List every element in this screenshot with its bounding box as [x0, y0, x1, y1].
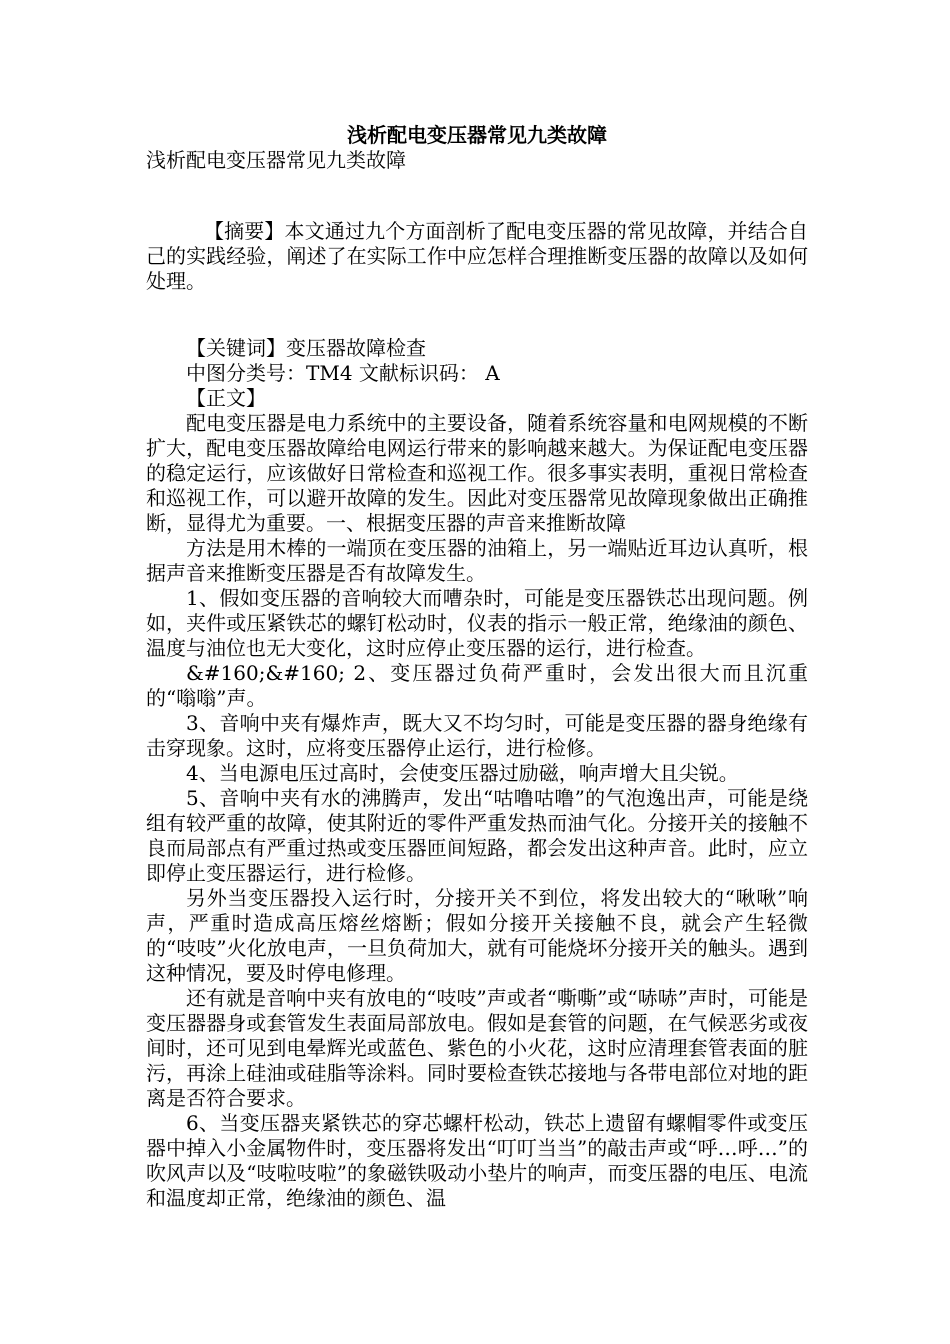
document-subtitle: 浅析配电变压器常见九类故障 [146, 148, 406, 172]
body-paragraph: 5、音响中夹有水的沸腾声，发出“咕噜咕噜”的气泡逸出声，可能是绕组有较严重的故障，使其附近的零件严重发热而油气化。分接开关的接触不良而局部点有严重过热或变压器匝间短路，都会发出这种声音。此时，应立即停止变压器运行，进行检修。 [146, 786, 808, 885]
body-paragraph: 4、当电源电压过高时，会使变压器过励磁，响声增大且尖锐。 [186, 761, 739, 785]
document-content [146, 122, 808, 1211]
body-paragraph: 1、假如变压器的音响较大而嘈杂时，可能是变压器铁芯出现问题。例如，夹件或压紧铁芯的螺钉松动时，仪表的指示一般正常，绝缘油的颜色、温度与油位也无大变化，这时应停止变压器的运行，进行检查。 [146, 586, 808, 660]
keywords-line: 【关键词】变压器故障检查 [186, 336, 426, 360]
body-paragraph: 6、当变压器夹紧铁芯的穿芯螺杆松动，铁芯上遗留有螺帽零件或变压器中掉入小金属物件时，变压器将发出“叮叮当当”的敲击声或“呼…呼…”的吹风声以及“吱啦吱啦”的象磁铁吸动小垫片的响声，而变压器的电压、电流和温度却正常，绝缘油的颜色、温 [146, 1111, 808, 1210]
classification-line: 中图分类号：TM4 文献标识码： A [186, 361, 500, 385]
body-paragraph: &#160;&#160; 2、变压器过负荷严重时，会发出很大而且沉重的“嗡嗡”声。 [146, 661, 808, 710]
body-paragraph: 3、音响中夹有爆炸声，既大又不均匀时，可能是变压器的器身绝缘有击穿现象。这时，应将变压器停止运行，进行检修。 [146, 711, 808, 760]
body-paragraph: 配电变压器是电力系统中的主要设备，随着系统容量和电网规模的不断扩大，配电变压器故障给电网运行带来的影响越来越大。为保证配电变压器的稳定运行，应该做好日常检查和巡视工作。很多事实表明，重视日常检查和巡视工作，可以避开故障的发生。因此对变压器常见故障现象做出正确推断，显得尤为重要。一、根据变压器的声音来推断故障 [146, 411, 808, 535]
body-heading: 【正文】 [186, 386, 266, 410]
document-title: 浅析配电变压器常见九类故障 [347, 123, 607, 147]
abstract-paragraph: 【摘要】本文通过九个方面剖析了配电变压器的常见故障，并结合自己的实践经验，阐述了在实际工作中应怎样合理推断变压器的故障以及如何处理。 [146, 219, 808, 293]
body-paragraph: 另外当变压器投入运行时，分接开关不到位，将发出较大的“啾啾”响声，严重时造成高压熔丝熔断；假如分接开关接触不良，就会产生轻微的“吱吱”火化放电声，一旦负荷加大，就有可能烧坏分接开关的触头。遇到这种情况，要及时停电修理。 [146, 886, 808, 985]
body-paragraph: 方法是用木棒的一端顶在变压器的油箱上，另一端贴近耳边认真听，根据声音来推断变压器是否有故障发生。 [146, 536, 808, 585]
body-paragraph: 还有就是音响中夹有放电的“吱吱”声或者“嘶嘶”或“哧哧”声时，可能是变压器器身或套管发生表面局部放电。假如是套管的问题，在气候恶劣或夜间时，还可见到电晕辉光或蓝色、紫色的小火花，这时应清理套管表面的脏污，再涂上硅油或硅脂等涂料。同时要检查铁芯接地与各带电部位对地的距离是否符合要求。 [146, 986, 808, 1110]
